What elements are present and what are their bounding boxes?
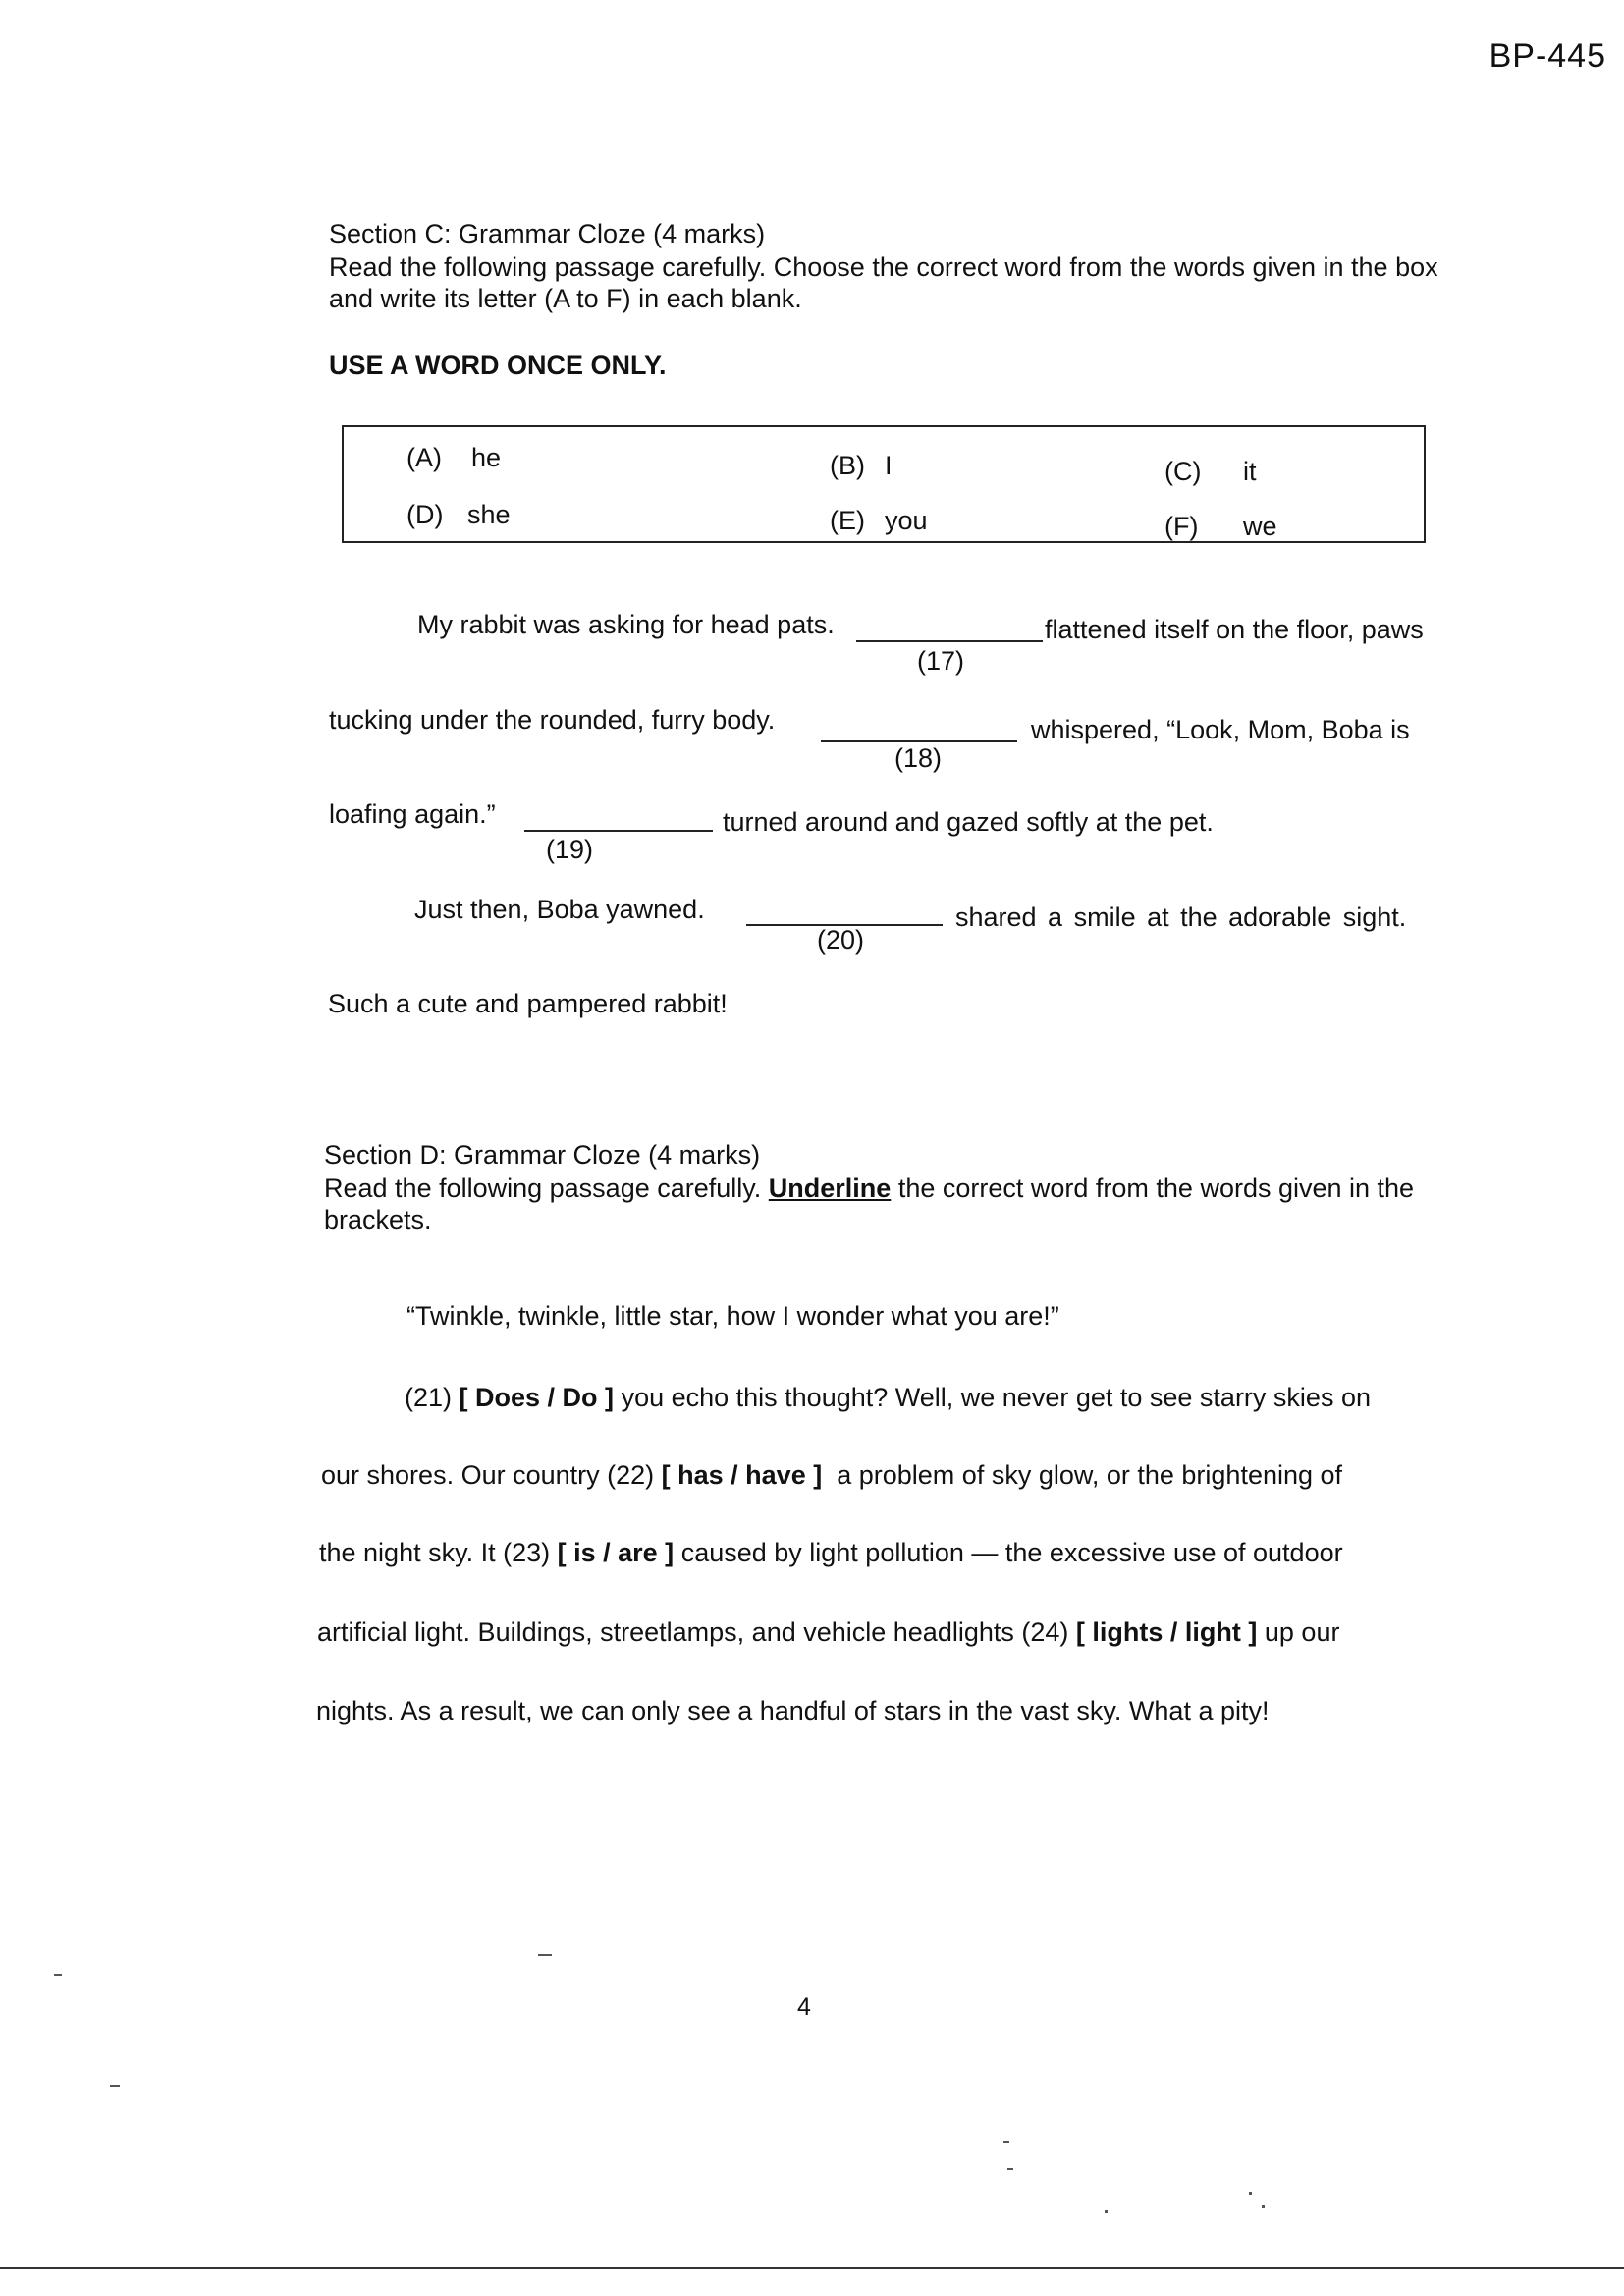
option-a	[406, 443, 501, 473]
section-d-instructions	[324, 1173, 1443, 1236]
passage-d-line-3	[319, 1538, 1343, 1568]
passage-text: the night sky. It (23)	[319, 1538, 551, 1567]
page-number: 4	[797, 1994, 811, 2021]
option-d	[406, 500, 511, 530]
option-c	[1164, 457, 1257, 487]
passage-line-1-end: flattened itself on the floor, paws	[1045, 615, 1424, 644]
choice-24[interactable]: [ lights / light ]	[1075, 1617, 1258, 1647]
scan-mark	[1262, 2205, 1265, 2208]
passage-d-line-5: nights. As a result, we can only see a handful of stars in the vast sky. What a pity!	[316, 1696, 1270, 1725]
choice-22[interactable]: [ has / have ]	[661, 1460, 823, 1490]
section-d-title: Section D: Grammar Cloze (4 marks)	[324, 1140, 761, 1170]
option-letter: (D)	[406, 500, 444, 529]
underline-keyword: Underline	[768, 1174, 892, 1203]
passage-text: you echo this thought? Well, we never get to see starry skies on	[621, 1383, 1371, 1412]
option-letter: (C)	[1164, 457, 1202, 486]
choice-23[interactable]: [ is / are ]	[557, 1538, 675, 1567]
passage-line-1-start: My rabbit was asking for head pats.	[417, 610, 835, 639]
blank-number-18: (18)	[893, 743, 942, 773]
blank-number-17: (17)	[916, 646, 964, 676]
word-box	[342, 425, 1426, 543]
passage-d-line-1	[405, 1383, 1371, 1413]
scan-mark	[1105, 2210, 1108, 2213]
passage-text: up our	[1264, 1617, 1340, 1647]
passage-line-2-end: whispered, “Look, Mom, Boba is	[1031, 715, 1410, 744]
section-c-title: Section C: Grammar Cloze (4 marks)	[329, 219, 766, 248]
blank-number-19: (19)	[545, 835, 593, 864]
section-c-rule: USE A WORD ONCE ONLY.	[329, 351, 667, 380]
option-word: we	[1243, 512, 1277, 541]
option-letter: (E)	[830, 506, 865, 535]
blank-18[interactable]	[821, 714, 1017, 742]
choice-21[interactable]: [ Does / Do ]	[459, 1383, 615, 1412]
passage-line-4-start: Just then, Boba yawned.	[414, 895, 705, 924]
section-c-instructions: Read the following passage carefully. Choose the correct word from the words given in the box and write its letter (A to F) in each blank.	[329, 252, 1438, 314]
option-letter: (B)	[830, 451, 865, 480]
blank-20[interactable]	[746, 898, 943, 926]
option-f	[1164, 512, 1277, 542]
passage-line-4-end: shared a smile at the adorable sight.	[955, 902, 1407, 932]
scan-mark	[538, 1954, 552, 1956]
scan-mark	[1249, 2192, 1252, 2195]
blank-19[interactable]	[524, 803, 713, 832]
option-word: she	[467, 500, 511, 529]
option-b	[830, 451, 893, 481]
bottom-rule	[0, 2267, 1624, 2269]
paper-code: BP-445	[1489, 37, 1606, 75]
passage-text: a problem of sky glow, or the brightening of	[837, 1460, 1343, 1490]
option-letter: (F)	[1164, 512, 1199, 541]
scan-mark	[1003, 2141, 1009, 2143]
scan-mark	[110, 2085, 120, 2087]
passage-line-5: Such a cute and pampered rabbit!	[328, 989, 728, 1018]
option-word: he	[471, 443, 502, 472]
poem-quote: “Twinkle, twinkle, little star, how I wonder what you are!”	[406, 1301, 1059, 1331]
passage-line-2-start: tucking under the rounded, furry body.	[329, 705, 776, 735]
option-word: I	[885, 451, 893, 480]
instr-text: the correct word from the words given in the brackets.	[324, 1174, 1415, 1235]
option-word: you	[885, 506, 928, 535]
option-letter: (A)	[406, 443, 442, 472]
passage-text: our shores. Our country (22)	[321, 1460, 655, 1490]
scan-mark	[54, 1974, 62, 1976]
passage-text: caused by light pollution — the excessive use of outdoor	[680, 1538, 1343, 1567]
instr-text: Read the following passage carefully.	[324, 1174, 762, 1203]
passage-text: artificial light. Buildings, streetlamps, and vehicle headlights (24)	[317, 1617, 1069, 1647]
passage-d-line-2	[321, 1460, 1342, 1491]
passage-d-line-4	[317, 1617, 1339, 1648]
passage-line-3-end: turned around and gazed softly at the pet.	[723, 807, 1214, 837]
question-number-21: (21)	[405, 1383, 453, 1412]
option-word: it	[1243, 457, 1257, 486]
option-e	[830, 506, 928, 536]
passage-line-3-start: loafing again.”	[329, 799, 496, 829]
blank-number-20: (20)	[816, 925, 864, 955]
scan-mark	[1007, 2168, 1013, 2170]
blank-17[interactable]	[856, 614, 1043, 642]
